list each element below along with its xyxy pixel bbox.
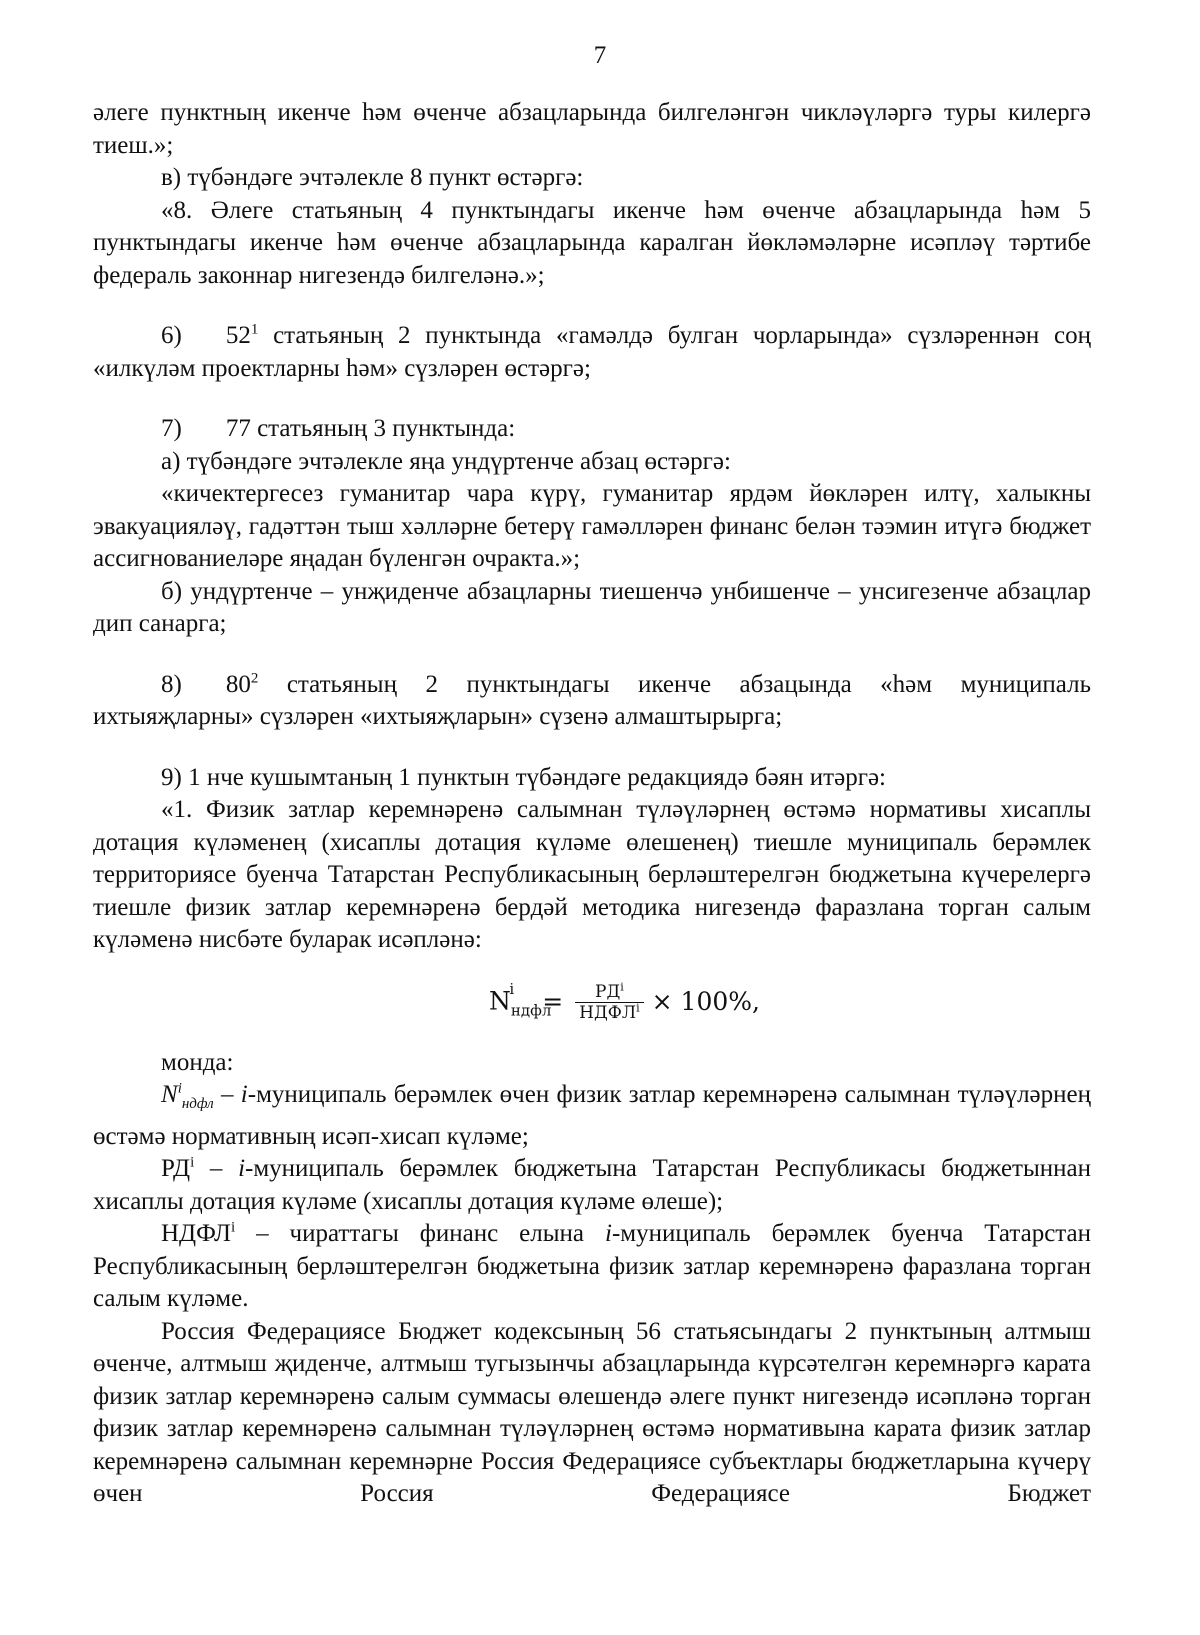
item-number: 8)	[161, 670, 182, 698]
definition-term: $РД^i$	[161, 1154, 195, 1182]
paragraph: монда:	[161, 1048, 234, 1076]
paragraph-text: 77 статьяның 3 пунктында:	[225, 415, 516, 442]
formula-fraction	[575, 982, 643, 1023]
item-number: 6)	[161, 322, 182, 349]
paragraph: әлеге пунктның икенче һәм өченче абзацларында билгеләнгән чикләүләргә туры килергә тиеш.»;	[93, 99, 1091, 159]
item-number: 7)	[161, 415, 182, 442]
formula-denominator: НДФЛ$^i$	[579, 1001, 640, 1023]
definition-term: НДФЛ$^i$	[161, 1219, 236, 1247]
formula	[93, 975, 1091, 1041]
definition-ndfl-norm: $N^i_{ндфл}$ – i-муниципаль берәмлек өчен физик затлар керемнәренә салымнан түләүләрнең өстәмә нормативның исәп-хисап күләме;	[93, 1080, 1092, 1150]
paragraph: «кичектергесез гуманитар чара күрү, гуманитар ярдәм йөкләрен илтү, халыкны эвакуацияләү, гадәттән тыш хәлләрне бетерү гамәлләрен финанс белән тәэмин итүгә бюджет ассигнованиеләре яңадан бүленгән очракта.»;	[93, 480, 1091, 572]
paragraph-text: статьяның 2 пунктындагы икенче абзацында «һәм муниципаль ихтыяҗларны» сүзләрен «ихтыяҗларын» сүзенә алмаштырырга;	[93, 670, 1091, 730]
paragraph-text: статьяның 2 пунктында «гамәлдә булган чорларында» сүзләреннән соң «илкүләм проектларны һәм» сүзләрен өстәргә;	[93, 322, 1091, 382]
page-number: 7	[593, 42, 607, 69]
paragraph-item-7	[93, 413, 1091, 446]
formula-multiplier: × 100%,	[651, 987, 760, 1017]
definition-ndfl: НДФЛ$^i$ – чираттагы финанс елына i-муниципаль берәмлек буенча Татарстан Республикасының берләштерелгән бюджетына физик затлар керемнәренә фаразлана торган салым күләме.	[93, 1219, 1091, 1312]
definition-term: $N^i_{ндфл}$	[161, 1080, 214, 1112]
paragraph: а) түбәндәге эчтәлекле яңа ундүртенче абзац өстәргә:	[161, 447, 731, 475]
paragraph-item-6	[93, 320, 1091, 385]
formula-lhs: $N_{ндфл}^i$	[489, 979, 552, 1019]
paragraph-item-8	[93, 669, 1091, 734]
paragraph: б) ундүртенче – унҗиденче абзацларны тиешенчә унбишенче – унсигезенче абзацлар дип санарга;	[93, 577, 1091, 637]
paragraph: «1. Физик затлар керемнәренә салымнан түләүләрнең өстәмә нормативы хисаплы дотация күләменең (хисаплы дотация күләме өлешенең) тиешле муниципаль берәмлек территориясе буенча Татарстан Республикасының берләштерелгән бюджетына күчерелергә тиешле физик затлар керемнәренә бердәй методика нигезендә фаразлана торган салым күләменә нисбәте буларак исәпләнә:	[93, 796, 1091, 953]
paragraph: Россия Федерациясе Бюджет кодексының 56 статьясындагы 2 пунктының алтмыш өченче, алтмыш җиденче, алтмыш тугызынчы абзацларында күрсәтелгән керемнәргә карата физик затлар керемнәренә салым суммасы өлешендә әлеге пункт нигезендә исәпләнә торган физик затлар керемнәренә салымнан түләүләрнең өстәмә нормативына карата физик затлар керемнәренә салымнан керемнәрне Россия Федерациясе субъектлары бюджетларына күчерү өчен Россия Федерациясе Бюджет	[93, 1317, 1091, 1507]
article-sup: 2	[250, 670, 259, 687]
article-sup: 1	[250, 321, 259, 338]
article-number: 80	[225, 670, 251, 698]
formula-numerator: $РД^i$	[595, 980, 624, 1002]
paragraph: «8. Әлеге статьяның 4 пунктындагы икенче һәм өченче абзацларында һәм 5 пунктындагы икенче һәм өченче абзацларында каралган йөкләмәләрне исәпләү тәртибе федераль законнар нигезендә билгеләнә.»;	[93, 196, 1091, 289]
document-body	[93, 97, 1091, 1511]
article-number: 52	[225, 322, 251, 349]
paragraph-item-9: 9) 1 нче кушымтаның 1 пунктын түбәндәге редакциядә бәян итәргә:	[161, 763, 886, 791]
definition-rd: $РД^i$ – i-муниципаль берәмлек бюджетына Татарстан Республикасы бюджетыннан хисаплы дотация күләме (хисаплы дотация күләме өлеше);	[93, 1154, 1091, 1215]
formula-equals: =	[542, 987, 564, 1017]
paragraph: в) түбәндәге эчтәлекле 8 пункт өстәргә:	[161, 164, 584, 191]
